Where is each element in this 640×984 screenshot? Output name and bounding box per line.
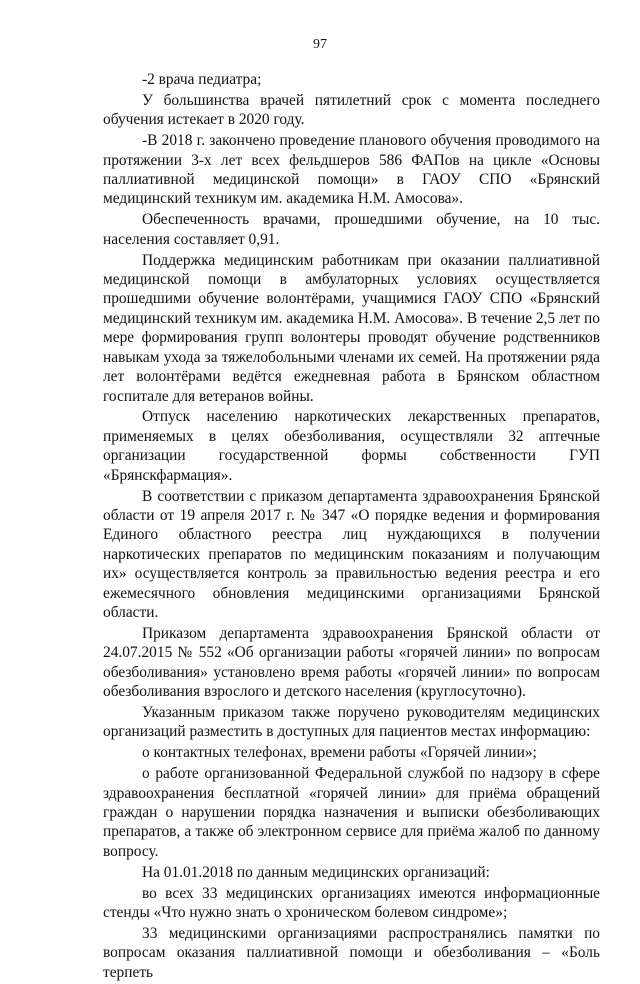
paragraph: -2 врача педиатра; — [142, 71, 262, 88]
page-number: 97 — [313, 37, 327, 52]
paragraph: о контактных телефонах, времени работы «Горячей линии»; — [142, 744, 537, 762]
paragraph: Приказом департамента здравоохранения Брянской области от 24.07.2015 № 552 «Об организации работы «горячей линии» по вопросам обезболивания» установлено время работы «горячей линии» по вопросам обезболивания взрослого и детского населения (круглосуточно). — [103, 624, 600, 701]
paragraph: В соответствии с приказом департамента здравоохранения Брянской области от 19 апреля 2017 г. № 347 «О порядке ведения и формирования Единого областного реестра лиц нуждающихся в получении наркотических препаратов по медицинским показаниям и получающим их» осуществляется контроль за правильностью ведения реестра и его ежемесячного обновления медицинскими организациями Брянской области. — [103, 487, 600, 621]
paragraph: 33 медицинскими организациями распространялись памятки по вопросам оказания паллиативной помощи и обезболивания – «Боль терпеть — [103, 924, 600, 981]
paragraph: Обеспеченность врачами, прошедшими обучение, на 10 тыс. населения составляет 0,91. — [103, 211, 600, 248]
paragraph: во всех 33 медицинских организациях имеются информационные стенды «Что нужно знать о хроническом болевом синдроме»; — [103, 884, 600, 922]
paragraph: На 01.01.2018 по данным медицинских организаций: — [142, 863, 490, 881]
body-text — [103, 70, 600, 984]
paragraph: -В 2018 г. закончено проведение планового обучения проводимого на протяжении 3-х лет всех фельдшеров 586 ФАПов на цикле «Основы паллиативной медицинской помощи» в ГАОУ СПО «Брянский медицинский техникум им. академика Н.М. Амосова». — [103, 132, 600, 208]
paragraph: Поддержка медицинским работникам при оказании паллиативной медицинской помощи в амбулаторных условиях осуществляется прошедшими обучение волонтёрами, учащимися ГАОУ СПО «Брянский медицинский техникум им. академика Н.М. Амосова». В течение 2,5 лет по мере формирования групп волонтеры проводят обучение родственников навыкам ухода за тяжелобольными членами их семей. На протяжении ряда лет волонтёрами ведётся ежедневная работа в Брянском областном госпитале для ветеранов войны. — [103, 251, 600, 405]
paragraph: Отпуск населению наркотических лекарственных препаратов, применяемых в целях обезболивания, осуществляли 32 аптечные организации государственной формы собственности ГУП «Брянскфармация». — [103, 408, 600, 484]
paragraph: о работе организованной Федеральной службой по надзору в сфере здравоохранения бесплатной «горячей линии» для приёма обращений граждан о нарушении порядка назначения и выписки обезболивающих препаратов, а также об электронном сервисе для приёма жалоб по данному вопросу. — [103, 765, 600, 860]
paragraph: Указанным приказом также поручено руководителям медицинских организаций разместить в доступных для пациентов местах информацию: — [103, 704, 600, 741]
paragraph: У большинства врачей пятилетний срок с момента последнего обучения истекает в 2020 году. — [103, 91, 600, 129]
